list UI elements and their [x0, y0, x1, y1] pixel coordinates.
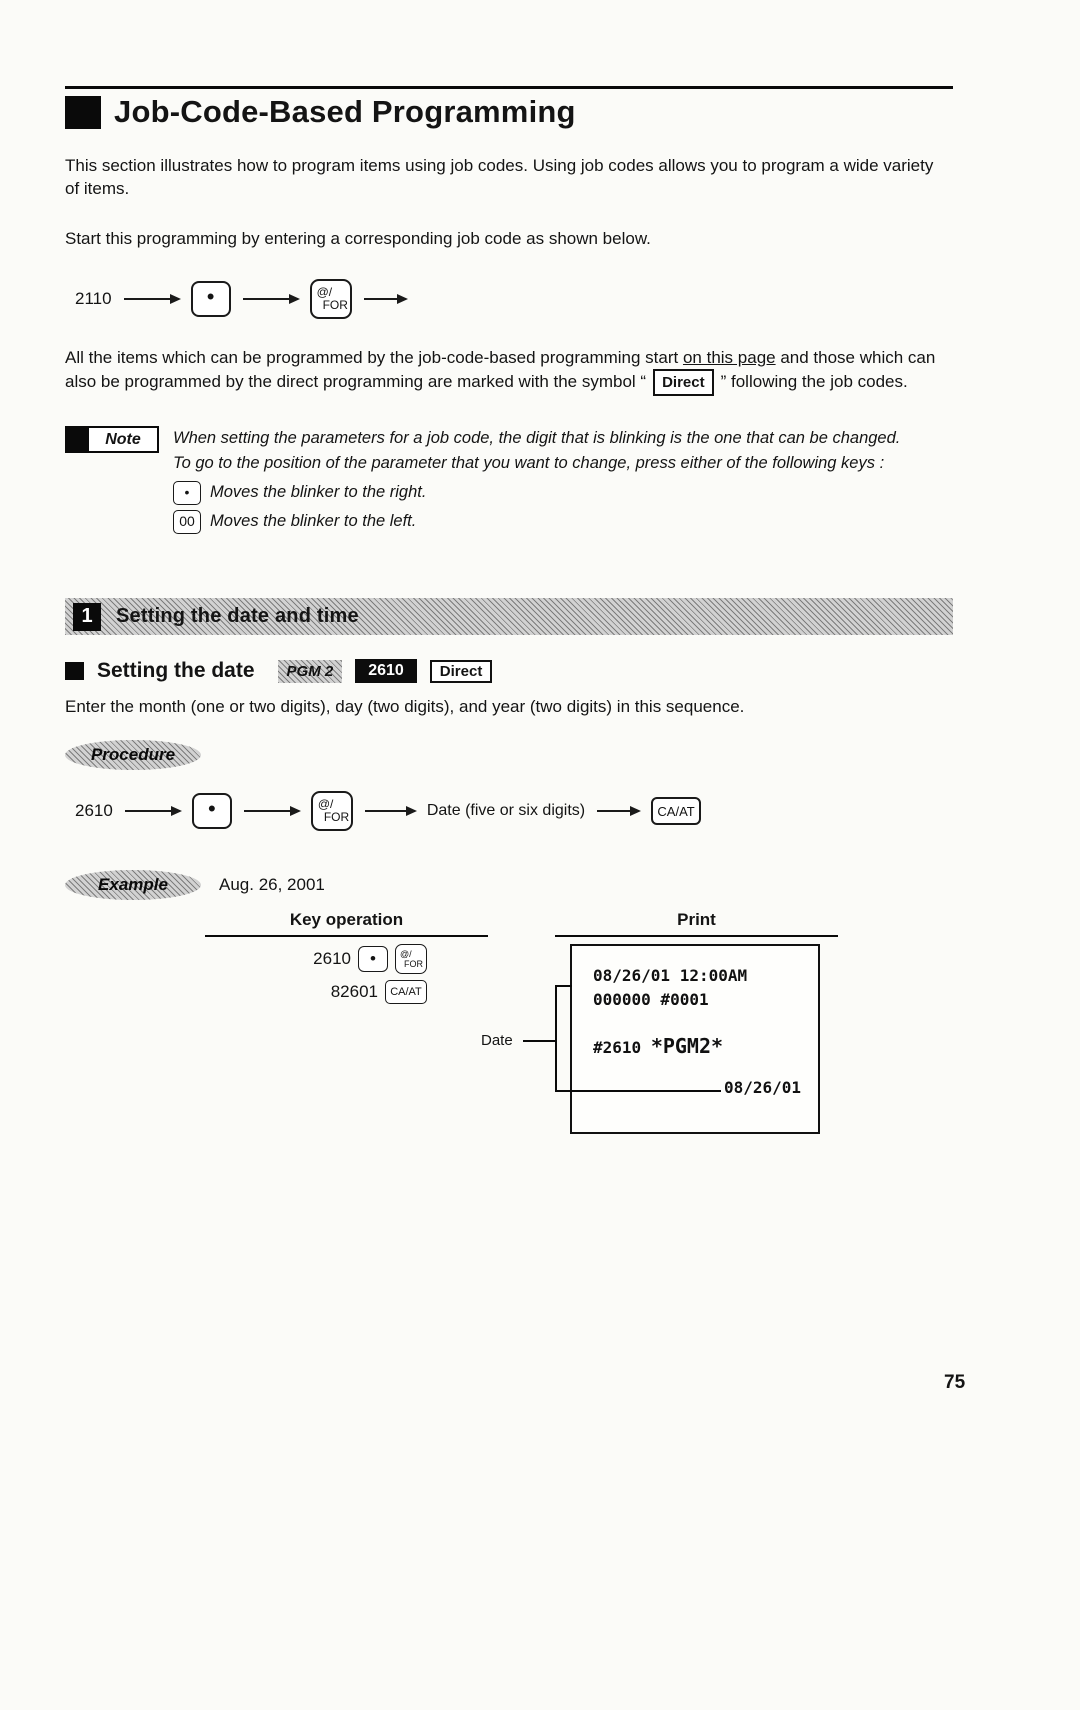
note-body [173, 426, 955, 534]
decimal-point-key [191, 281, 231, 317]
note-block [65, 426, 955, 534]
at-for-key [310, 279, 352, 319]
subsection-title: Setting the date [97, 659, 255, 682]
at-for-key-bottom-label: FOR [404, 959, 423, 969]
ca-at-key [385, 980, 427, 1004]
example-label-badge: Example [65, 870, 201, 900]
at-for-key-top-label: @/ [316, 285, 333, 299]
date-callout-line [555, 1090, 721, 1092]
page-content [65, 0, 955, 1158]
date-callout-label: Date [481, 1032, 513, 1049]
key-operation-row-1-code: 2610 [313, 949, 351, 968]
flow-arrow-icon [125, 810, 180, 812]
intro-paragraph-3 [65, 346, 950, 396]
note-text-line-1: When setting the parameters for a job code, the digit that is blinking is the one that can be changed. [173, 429, 901, 447]
note-text-line-2: To go to the position of the parameter that you want to change, press either of the following keys : [173, 454, 885, 472]
ca-at-key-label: CA/AT [390, 986, 422, 998]
subsection-description: Enter the month (one or two digits), day (two digits), and year (two digits) in this sequence. [65, 697, 745, 716]
subsection-marker-square [65, 662, 84, 680]
key-operation-row-2 [331, 980, 427, 1004]
at-for-key-top-label: @/ [317, 797, 334, 811]
at-for-key-bottom-label: FOR [323, 810, 350, 824]
key-operation-row-2-code: 82601 [330, 982, 378, 1001]
key-operation-column-header: Key operation [205, 910, 488, 937]
receipt-jobcode-number: #2610 [593, 1038, 642, 1057]
key-operation-sequence [205, 944, 427, 1004]
double-zero-key [173, 510, 201, 534]
procedure-flow-diagram [65, 790, 955, 832]
note-marker-bar [65, 426, 87, 453]
jobcode-value: 2610 [75, 801, 113, 820]
decimal-point-key [173, 481, 201, 505]
flow-arrow-icon [244, 810, 299, 812]
at-for-key [311, 791, 353, 831]
receipt-counter-line: 000000 #0001 [593, 990, 709, 1009]
note-dot-key-description: Moves the blinker to the right. [210, 483, 427, 501]
subsection-header [65, 659, 955, 683]
date-callout-line [555, 985, 572, 987]
note-header [65, 426, 159, 534]
receipt-jobcode-line [593, 1034, 723, 1058]
note-label: Note [105, 430, 141, 448]
receipt-pgm2-text: *PGM2* [650, 1034, 724, 1058]
receipt-date-time-line: 08/26/01 12:00AM [593, 966, 748, 985]
jobcode-badge: 2610 [355, 659, 417, 683]
decimal-point-key-label: • [206, 284, 215, 309]
decimal-point-key-label: • [207, 796, 216, 821]
note-key-row-dot [173, 480, 955, 505]
print-receipt-sample [570, 944, 820, 1134]
at-for-key [395, 944, 427, 974]
print-column-header: Print [555, 910, 838, 937]
ca-at-key [651, 797, 701, 825]
receipt-programmed-date: 08/26/01 [724, 1078, 802, 1097]
procedure-label-badge: Procedure [65, 740, 201, 770]
date-entry-text: Date (five or six digits) [426, 802, 586, 819]
section-title: Setting the date and time [116, 605, 359, 627]
section-number: 1 [81, 605, 93, 627]
intro-paragraph-3-text-a: All the items which can be programmed by the job-code-based programming start [65, 348, 683, 367]
flow-arrow-icon [597, 810, 639, 812]
note-key-row-00 [173, 509, 955, 534]
decimal-point-key [358, 946, 388, 972]
example-diagram [65, 908, 953, 1158]
pgm2-mode-badge: PGM 2 [278, 660, 343, 683]
flow-arrow-icon [365, 810, 415, 812]
flow-arrow-icon [243, 298, 298, 300]
at-for-key-top-label: @/ [400, 949, 412, 959]
intro-paragraph-3-text-b: and those which can also be programmed by the direct programming are marked with the symbol “ [65, 348, 936, 391]
jobcode-flow-diagram [65, 278, 955, 320]
at-for-key-bottom-label: FOR [322, 298, 348, 312]
section-number-badge [73, 603, 101, 631]
decimal-point-key-label: • [370, 949, 376, 968]
intro-paragraph-3-underlined: on this page [682, 348, 776, 367]
title-marker-square [65, 96, 101, 129]
decimal-point-key [192, 793, 232, 829]
jobcode-value: 2110 [75, 289, 112, 308]
double-zero-key-label: 00 [179, 513, 195, 529]
direct-symbol-badge: Direct [653, 369, 714, 396]
page-number: 75 [944, 1372, 966, 1393]
note-label-box [87, 426, 159, 453]
key-operation-row-1 [313, 944, 427, 974]
example-date-value: Aug. 26, 2001 [219, 875, 325, 894]
date-callout-line [555, 985, 557, 1092]
ca-at-key-label: CA/AT [657, 803, 695, 819]
page-title: Job-Code-Based Programming [114, 94, 576, 129]
title-rule [65, 86, 953, 89]
intro-paragraph-2: Start this programming by entering a corresponding job code as shown below. [65, 229, 651, 248]
flow-arrow-icon [364, 298, 406, 300]
page-header [65, 94, 955, 130]
decimal-point-key-label: • [184, 484, 190, 500]
intro-paragraph-3-text-c: ” following the job codes. [720, 372, 908, 391]
section-banner [65, 598, 953, 635]
date-callout-line [523, 1040, 555, 1042]
intro-paragraph-1: This section illustrates how to program items using job codes. Using job codes allows you to program a wide variety of items. [65, 156, 934, 198]
example-header [65, 870, 955, 900]
note-00-key-description: Moves the blinker to the left. [210, 512, 417, 530]
direct-symbol-badge: Direct [430, 660, 493, 683]
flow-arrow-icon [124, 298, 179, 300]
